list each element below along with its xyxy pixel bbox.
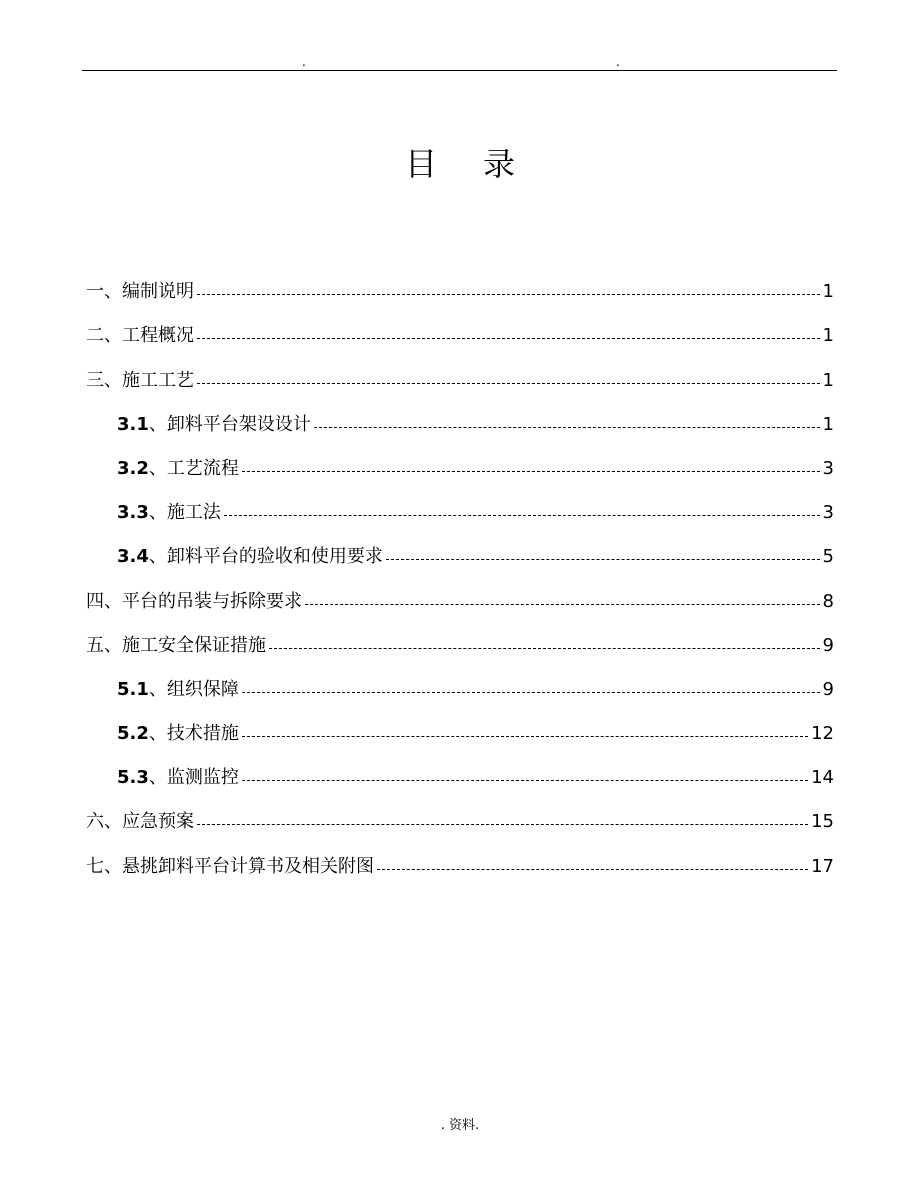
- toc-leader: [242, 692, 820, 693]
- toc-entry[interactable]: [86, 708, 834, 752]
- toc-page-number: 17: [811, 855, 834, 877]
- toc-entry[interactable]: [86, 399, 834, 443]
- toc-entry[interactable]: [86, 266, 834, 310]
- toc-page-number: 9: [822, 634, 834, 656]
- toc-label: 五、施工安全保证措施: [86, 634, 266, 656]
- toc-leader: [197, 338, 820, 339]
- toc-page-number: 1: [822, 413, 834, 435]
- toc-entry[interactable]: [86, 752, 834, 796]
- header-rule: [82, 70, 837, 71]
- toc-page-number: 8: [822, 590, 834, 612]
- toc-label: 六、应急预案: [86, 811, 194, 833]
- toc-label: 一、编制说明: [86, 281, 194, 303]
- toc-label: 3.2、工艺流程: [117, 457, 239, 479]
- toc-page-number: 14: [811, 767, 834, 789]
- toc-leader: [377, 869, 808, 870]
- header-dot-right: .: [616, 55, 620, 69]
- toc-page-number: 5: [822, 546, 834, 568]
- toc-label: 5.3、监测监控: [117, 767, 239, 789]
- toc-entry[interactable]: [86, 796, 834, 840]
- table-of-contents: [86, 266, 834, 885]
- page-title: 目录: [404, 145, 561, 183]
- toc-entry[interactable]: [86, 620, 834, 664]
- toc-leader: [197, 824, 808, 825]
- toc-leader: [269, 648, 820, 649]
- toc-label: 3.4、卸料平台的验收和使用要求: [117, 546, 383, 568]
- toc-label: 5.2、技术措施: [117, 723, 239, 745]
- toc-page-number: 1: [822, 369, 834, 391]
- toc-page-number: 9: [822, 678, 834, 700]
- toc-page-number: 12: [811, 723, 834, 745]
- toc-entry[interactable]: [86, 487, 834, 531]
- toc-page-number: 15: [811, 811, 834, 833]
- toc-entry[interactable]: [86, 575, 834, 619]
- toc-leader: [224, 515, 820, 516]
- toc-entry[interactable]: [86, 443, 834, 487]
- toc-entry[interactable]: [86, 531, 834, 575]
- toc-leader: [197, 294, 820, 295]
- toc-entry[interactable]: [86, 840, 834, 884]
- page-footer: . 资料.: [440, 1118, 480, 1133]
- toc-leader: [314, 427, 820, 428]
- toc-page-number: 1: [822, 325, 834, 347]
- toc-leader: [197, 383, 820, 384]
- toc-leader: [386, 559, 820, 560]
- toc-leader: [242, 471, 820, 472]
- toc-label: 四、平台的吊装与拆除要求: [86, 590, 302, 612]
- toc-leader: [242, 780, 808, 781]
- toc-entry[interactable]: [86, 664, 834, 708]
- toc-label: 三、施工工艺: [86, 369, 194, 391]
- toc-page-number: 3: [822, 502, 834, 524]
- toc-page-number: 3: [822, 457, 834, 479]
- toc-page-number: 1: [822, 281, 834, 303]
- header-dot-left: .: [302, 55, 306, 69]
- toc-label: 二、工程概况: [86, 325, 194, 347]
- toc-label: 3.1、卸料平台架设设计: [117, 413, 311, 435]
- toc-entry[interactable]: [86, 310, 834, 354]
- toc-label: 3.3、施工法: [117, 502, 221, 524]
- toc-label: 5.1、组织保障: [117, 678, 239, 700]
- toc-label: 七、悬挑卸料平台计算书及相关附图: [86, 855, 374, 877]
- toc-leader: [305, 604, 820, 605]
- toc-entry[interactable]: [86, 354, 834, 398]
- toc-leader: [242, 736, 808, 737]
